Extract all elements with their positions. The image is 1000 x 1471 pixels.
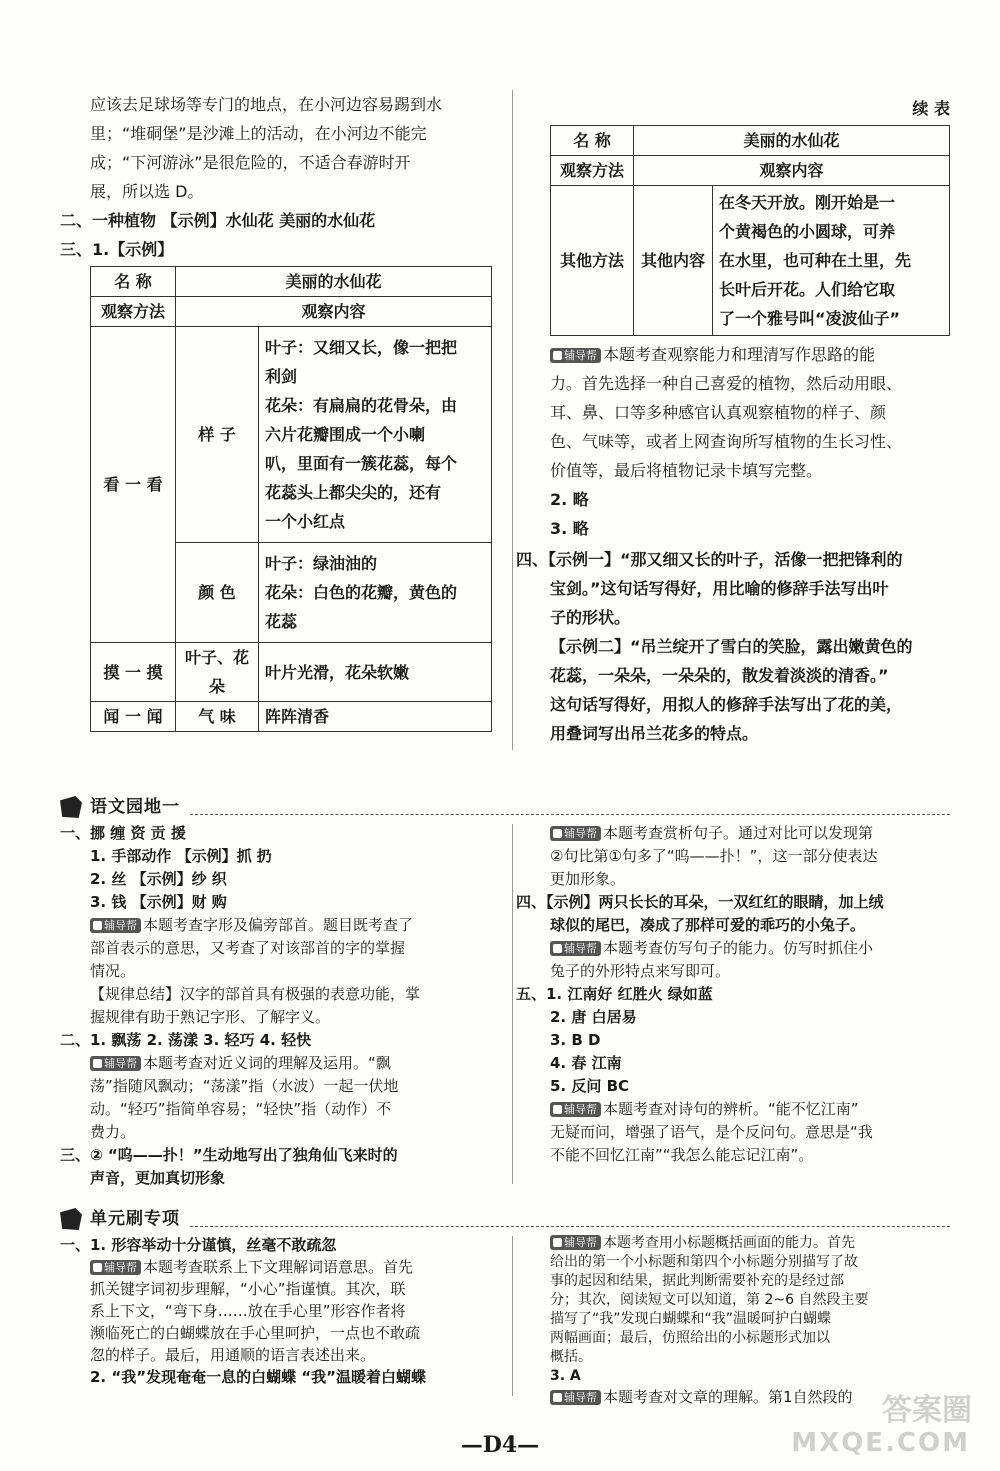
guide-text: 本题考查字形及偏旁部首。题目既考查了 bbox=[143, 916, 414, 934]
page-number: —D4— bbox=[460, 1432, 540, 1458]
guide-line: 更加形象。 bbox=[550, 870, 626, 888]
section-header bbox=[60, 794, 950, 822]
guide-line bbox=[90, 914, 500, 937]
book-icon bbox=[93, 1059, 102, 1068]
section1-left bbox=[60, 822, 500, 1190]
table-header: 观察内容 bbox=[176, 297, 492, 327]
guide-block bbox=[516, 822, 956, 891]
section-marker-icon bbox=[60, 1208, 82, 1230]
cell-line: 个黄褐色的小圆球，可养 bbox=[719, 222, 896, 241]
guide-text: 本题考查观察能力和理清写作思路的能 bbox=[603, 345, 876, 364]
guide-line: 给出的第一个小标题和第四个小标题分别描写了故 bbox=[550, 1254, 858, 1270]
guide-line bbox=[550, 1098, 956, 1121]
text-line: 成；“下河游泳”是很危险的，不适合春游时开 bbox=[90, 153, 411, 172]
question-3-answer: 三、1.【示例】 bbox=[60, 240, 174, 259]
book-icon bbox=[93, 1263, 102, 1272]
text-line: 应该去足球场等专门的地点，在小河边容易踢到水 bbox=[90, 95, 443, 114]
book-icon bbox=[553, 1393, 562, 1402]
text-line: 5. 反问 BC bbox=[550, 1077, 630, 1095]
text-line: 1. 手部动作 【示例】抓 扔 bbox=[90, 847, 272, 865]
guide-block bbox=[516, 937, 956, 983]
book-icon bbox=[93, 921, 102, 930]
guide-badge bbox=[90, 1056, 141, 1071]
question-4-answer bbox=[516, 545, 950, 748]
guide-text: 本题考查对文章的理解。第1自然段的 bbox=[603, 1388, 853, 1406]
section-rule bbox=[190, 814, 950, 815]
guide-line bbox=[550, 937, 956, 960]
text-line: 宝剑。”这句话写得好，用比喻的修辞手法写出叶 bbox=[550, 579, 889, 598]
book-icon bbox=[553, 829, 562, 838]
guide-line: 耳、鼻、口等多种感官认真观察植物的样子、颜 bbox=[550, 403, 887, 422]
badge-label: 辅导帮 bbox=[564, 942, 597, 955]
guide-block bbox=[60, 1052, 500, 1144]
cell-line: 一个小红点 bbox=[265, 512, 346, 531]
guide-badge bbox=[550, 1390, 601, 1405]
answer-items bbox=[60, 845, 500, 1029]
guide-block bbox=[550, 340, 950, 485]
cell-line: 在冬天开放。刚开始是一 bbox=[719, 193, 896, 212]
question-4-answer: 球似的尾巴，凑成了那样可爱的乖巧的小兔子。 bbox=[550, 916, 866, 934]
cell-line: 长叶后开花。人们给它取 bbox=[719, 280, 896, 299]
badge-label: 辅导帮 bbox=[104, 1261, 137, 1274]
badge-label: 辅导帮 bbox=[104, 919, 137, 932]
cell-line: 了一个雅号叫“凌波仙子” bbox=[719, 309, 901, 328]
cell-line: 在水里，也可种在土里，先 bbox=[719, 251, 912, 270]
text-line: 花蕊，一朵朵，一朵朵的，散发着淡淡的清香。” bbox=[550, 666, 889, 685]
guide-badge bbox=[90, 918, 141, 933]
table-cell bbox=[259, 543, 492, 643]
guide-line: 两幅画面；最后，仿照给出的小标题形式加以 bbox=[550, 1330, 830, 1346]
book-icon bbox=[553, 351, 562, 360]
cell-line: 花蕊 bbox=[265, 612, 298, 631]
question-5-answer: 五、1. 江南好 红胜火 绿如蓝 bbox=[516, 985, 713, 1003]
guide-line bbox=[550, 822, 956, 845]
cell-line: 叶子：又细又长，像一把把 bbox=[265, 338, 458, 357]
table-cell: 其他方法 bbox=[551, 186, 634, 336]
text-line: 2. 丝 【示例】纱 织 bbox=[90, 870, 227, 888]
guide-badge bbox=[90, 1260, 141, 1275]
column-divider bbox=[512, 824, 513, 1184]
table-cell: 美丽的水仙花 bbox=[176, 267, 492, 297]
table-cell: 气 味 bbox=[176, 702, 259, 732]
table-cell: 颜 色 bbox=[176, 543, 259, 643]
question-1-answer: 一、挪 缠 资 贡 援 bbox=[60, 824, 186, 842]
text-line: 2. 唐 白居易 bbox=[550, 1008, 637, 1026]
cell-line: 六片花瓣围成一个小喇 bbox=[265, 425, 426, 444]
section-marker-icon bbox=[60, 796, 82, 818]
text-line: 展，所以选 D。 bbox=[90, 182, 204, 201]
text-line: 里；“堆硐堡”是沙滩上的活动，在小河边不能完 bbox=[90, 124, 427, 143]
guide-line: 濒临死亡的白蝴蝶放在手心里呵护，一点也不敢疏 bbox=[90, 1324, 421, 1342]
guide-line: 事的起因和结果，据此判断需要补充的是经过部 bbox=[550, 1273, 844, 1289]
text-line: 四、【示例一】“那又细又长的叶子，活像一把把锋利的 bbox=[516, 550, 903, 569]
guide-line: 不能不回忆江南”“我怎么能忘记江南”。 bbox=[550, 1146, 814, 1164]
section-rule bbox=[190, 1226, 950, 1227]
table-cell: 看 一 看 bbox=[91, 327, 176, 643]
table-cell: 样 子 bbox=[176, 327, 259, 543]
guide-text: 本题考查用小标题概括画面的能力。首先 bbox=[603, 1235, 855, 1251]
cell-line: 花朵：白色的花瓣，黄色的 bbox=[265, 583, 458, 602]
observation-table bbox=[90, 266, 492, 732]
table-cell: 叶片光滑，花朵软嫩 bbox=[259, 643, 492, 702]
continued-label: 续 表 bbox=[912, 99, 950, 118]
guide-line: ②句比第①句多了“呜——扑！”，这一部分使表达 bbox=[550, 847, 878, 865]
guide-line: 部首表示的意思，又考查了对该部首的字的掌握 bbox=[90, 939, 406, 957]
text-line: 4. 春 江南 bbox=[550, 1054, 622, 1072]
guide-line: 兔子的外形特点来写即可。 bbox=[550, 962, 731, 980]
guide-badge bbox=[550, 826, 601, 841]
guide-text: 本题考查仿写句子的能力。仿写时抓住小 bbox=[603, 939, 874, 957]
badge-label: 辅导帮 bbox=[564, 349, 597, 362]
guide-line bbox=[90, 1256, 500, 1278]
text-line: 子的形状。 bbox=[550, 608, 631, 627]
guide-line: 系上下文，“弯下身……放在手心里”形容作者将 bbox=[90, 1302, 406, 1320]
watermark-logo: 答案圈 bbox=[882, 1393, 972, 1428]
guide-line: 描写了“我”发现白蝴蝶和“我”温暖呵护白蝴蝶 bbox=[550, 1311, 832, 1327]
guide-badge bbox=[550, 1235, 601, 1250]
section-title: 单元刷专项 bbox=[90, 1209, 180, 1229]
book-icon bbox=[553, 944, 562, 953]
guide-line: 抓关键字词初步理解，“小心”指谨慎。其次，联 bbox=[90, 1280, 406, 1298]
guide-line: 荡”指随风飘动；“荡漾”指（水波）一起一伏地 bbox=[90, 1077, 399, 1095]
table-cell: 闻 一 闻 bbox=[91, 702, 176, 732]
rule-line: 握规律有助于熟记字形、了解字义。 bbox=[90, 1008, 331, 1026]
guide-text: 本题考查对近义词的理解及运用。“飘 bbox=[143, 1054, 391, 1072]
guide-line: 力。首先选择一种自己喜爱的植物，然后动用眼、 bbox=[550, 374, 903, 393]
answer-3: 3. A bbox=[550, 1368, 581, 1384]
table-cell: 阵阵清香 bbox=[259, 702, 492, 732]
guide-badge bbox=[550, 348, 601, 363]
guide-line: 概括。 bbox=[550, 1349, 592, 1365]
guide-line: 情况。 bbox=[90, 962, 136, 980]
book-icon bbox=[553, 1105, 562, 1114]
watermark-url: MXQE.COM bbox=[791, 1428, 970, 1458]
question-1-answer: 一、1. 形容举动十分谨慎，丝毫不敢疏忽 bbox=[60, 1236, 337, 1254]
question-2-answer: 2. “我”发现奄奄一息的白蝴蝶 “我”温暖着白蝴蝶 bbox=[90, 1368, 427, 1386]
table-header: 名 称 bbox=[91, 267, 176, 297]
question-2-answer: 二、1. 飘荡 2. 荡漾 3. 轻巧 4. 轻快 bbox=[60, 1031, 312, 1049]
badge-label: 辅导帮 bbox=[564, 1391, 597, 1404]
text-line: 【示例二】“吊兰绽开了雪白的笑脸，露出嫩黄色的 bbox=[550, 637, 913, 656]
section2-right bbox=[550, 1234, 950, 1408]
answer-3: 3. 略 bbox=[550, 519, 589, 538]
guide-line: 动。“轻巧”指简单容易；“轻快”指（动作）不 bbox=[90, 1100, 392, 1118]
table-header: 观察方法 bbox=[91, 297, 176, 327]
section-title: 语文园地一 bbox=[90, 797, 180, 817]
question-4-answer: 四、【示例】两只长长的耳朵，一双红红的眼睛，加上绒 bbox=[516, 893, 884, 911]
guide-line bbox=[90, 1052, 500, 1075]
cell-line: 利剑 bbox=[265, 367, 298, 386]
section2-left bbox=[60, 1234, 500, 1388]
cell-line: 花朵：有扁扁的花骨朵，由 bbox=[265, 396, 458, 415]
guide-line: 分；其次，阅读短文可以知道，第 2~6 自然段主要 bbox=[550, 1292, 869, 1308]
answer-items bbox=[516, 1006, 956, 1167]
column-divider bbox=[512, 1236, 513, 1396]
text-line: 用叠词写出吊兰花多的特点。 bbox=[550, 724, 759, 743]
table-header: 观察方法 bbox=[551, 156, 634, 186]
guide-line: 色、气味等，或者上网查询所写植物的生长习性、 bbox=[550, 432, 903, 451]
table-cell bbox=[259, 327, 492, 543]
badge-label: 辅导帮 bbox=[104, 1057, 137, 1070]
book-icon bbox=[553, 1238, 562, 1247]
cell-line: 叶子：绿油油的 bbox=[265, 554, 378, 573]
section-header bbox=[60, 1206, 950, 1234]
table-header: 观察内容 bbox=[634, 156, 950, 186]
answer-2: 2. 略 bbox=[550, 490, 589, 509]
guide-badge bbox=[550, 941, 601, 956]
top-right-column bbox=[516, 94, 950, 748]
question-3-answer: 三、② “呜——扑！”生动地写出了独角仙飞来时的 bbox=[60, 1146, 398, 1164]
guide-line: 费力。 bbox=[90, 1123, 136, 1141]
text-line: 这句话写得好，用拟人的修辞手法写出了花的美， bbox=[550, 695, 903, 714]
section1-right bbox=[516, 822, 956, 1167]
guide-line bbox=[550, 340, 950, 369]
cell-line: 叭，里面有一簇花蕊，每个 bbox=[265, 454, 458, 473]
guide-line: 价值等，最后将植物记录卡填写完整。 bbox=[550, 461, 823, 480]
question-3-answer: 声音，更加真切形象 bbox=[90, 1169, 226, 1187]
guide-line: 忽的样子。最后，用通顺的语言表述出来。 bbox=[90, 1346, 376, 1364]
guide-text: 本题考查赏析句子。通过对比可以发现第 bbox=[603, 824, 874, 842]
badge-label: 辅导帮 bbox=[564, 827, 597, 840]
continued-table bbox=[550, 125, 950, 336]
table-cell: 叶子、花朵 bbox=[176, 643, 259, 702]
text-line: 3. B D bbox=[550, 1031, 601, 1049]
table-cell: 摸 一 摸 bbox=[91, 643, 176, 702]
cell-line: 花蕊头上都尖尖的，还有 bbox=[265, 483, 442, 502]
guide-text: 本题考查对诗句的辨析。“能不忆江南” bbox=[603, 1100, 859, 1118]
top-left-column bbox=[60, 90, 492, 732]
badge-label: 辅导帮 bbox=[564, 1103, 597, 1116]
guide-line: 无疑而问，增强了语气，是个反问句。意思是“我 bbox=[550, 1123, 873, 1141]
text-line: 3. 钱 【示例】财 购 bbox=[90, 893, 227, 911]
table-cell bbox=[713, 186, 950, 336]
rule-line: 【规律总结】汉字的部首具有极强的表意功能，掌 bbox=[90, 985, 421, 1003]
guide-block bbox=[60, 1256, 500, 1388]
guide-text: 本题考查联系上下文理解词语意思。首先 bbox=[143, 1258, 414, 1276]
guide-line bbox=[550, 1234, 950, 1253]
badge-label: 辅导帮 bbox=[564, 1236, 597, 1249]
guide-badge bbox=[550, 1102, 601, 1117]
table-cell: 其他内容 bbox=[634, 186, 713, 336]
table-header: 名 称 bbox=[551, 126, 634, 156]
table-cell: 美丽的水仙花 bbox=[634, 126, 950, 156]
answer-paragraph bbox=[60, 90, 492, 206]
column-divider bbox=[512, 90, 513, 750]
question-2-answer: 二、一种植物 【示例】水仙花 美丽的水仙花 bbox=[60, 211, 376, 230]
